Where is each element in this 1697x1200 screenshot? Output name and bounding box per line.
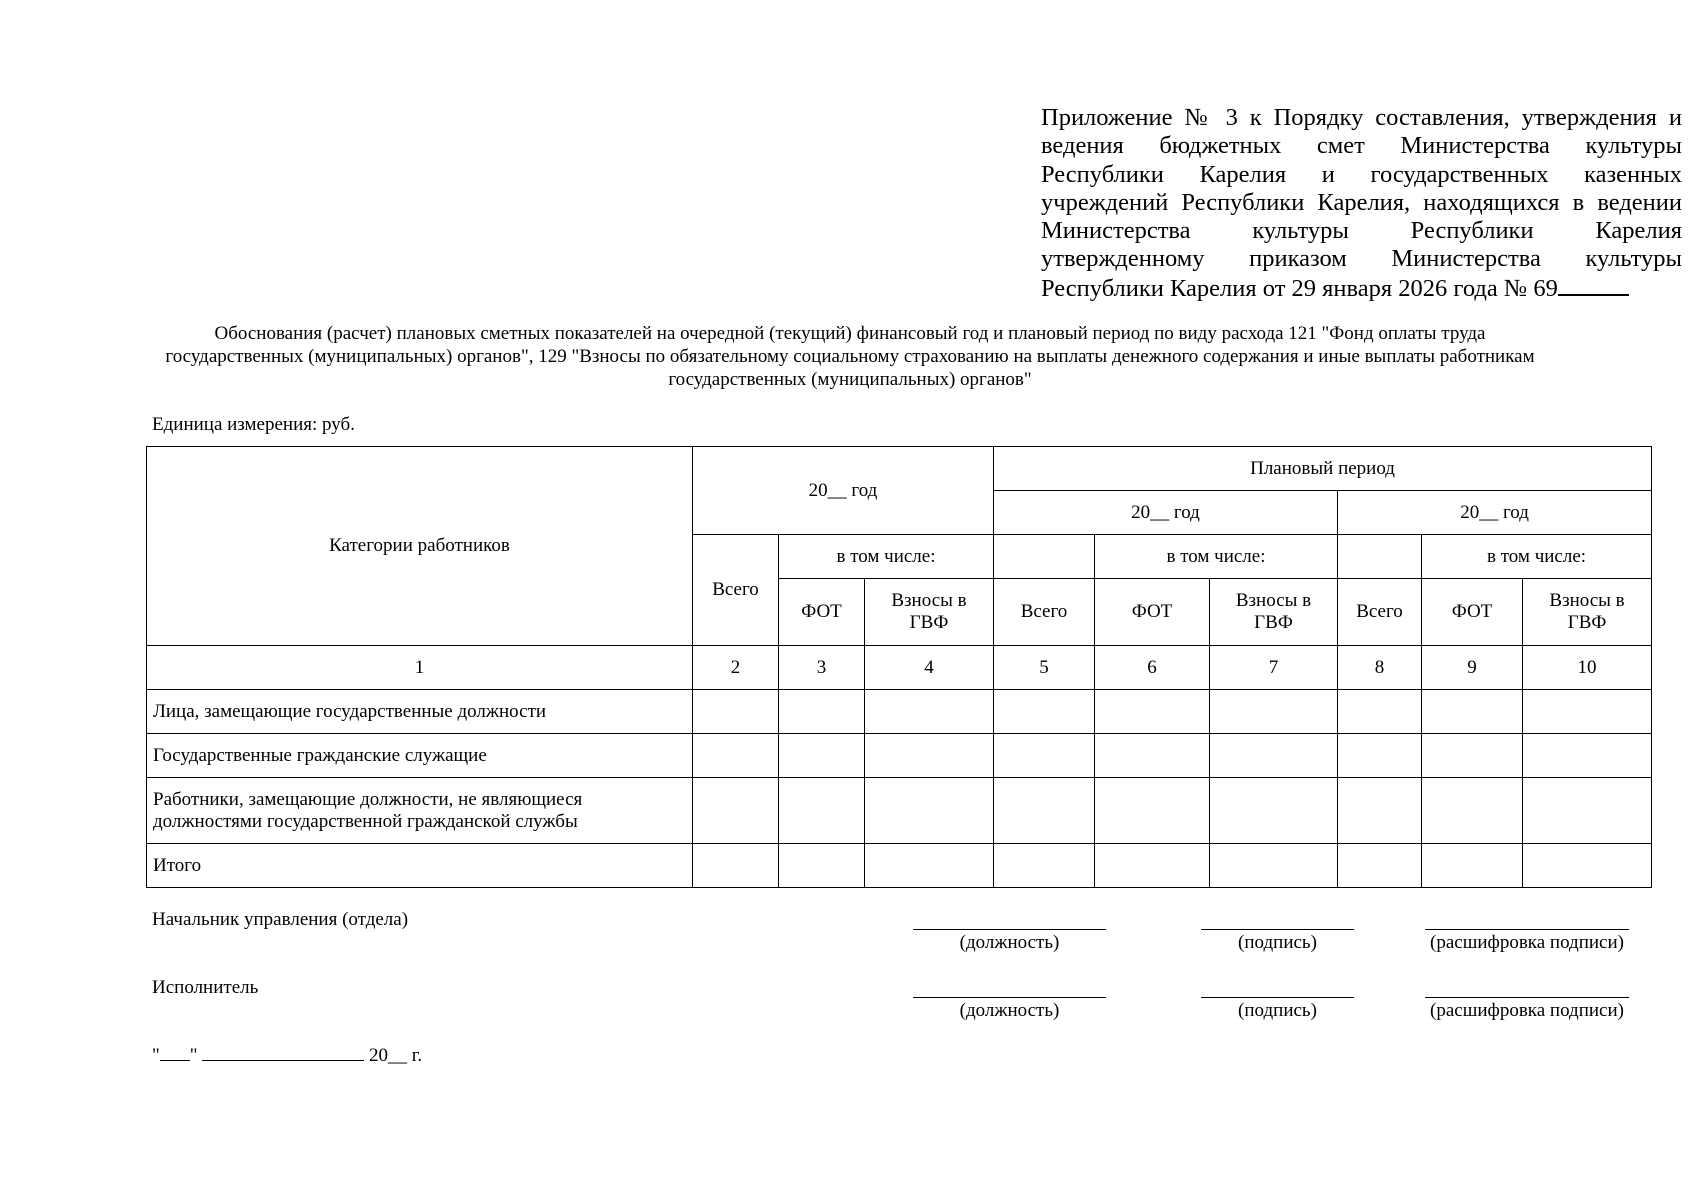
table-cell[interactable] [1422, 690, 1523, 734]
including-header-current: в том числе: [779, 535, 994, 579]
head-decode-caption: (расшифровка подписи) [1430, 932, 1624, 953]
column-number: 7 [1210, 646, 1338, 690]
head-signature-caption: (подпись) [1238, 932, 1317, 953]
table-cell[interactable] [1095, 778, 1210, 844]
contrib-header-current: Взносы в ГВФ [865, 579, 994, 646]
row-category-label: Итого [147, 844, 693, 888]
executor-decode-line[interactable] [1425, 997, 1629, 998]
table-cell[interactable] [1422, 734, 1523, 778]
column-numbers-row [147, 646, 1652, 690]
executor-label: Исполнитель [152, 977, 259, 998]
total-header-current: Всего [693, 535, 779, 646]
table-cell[interactable] [1095, 690, 1210, 734]
table-cell[interactable] [1523, 734, 1652, 778]
table-cell[interactable] [1210, 844, 1338, 888]
date-year: 20__ г. [369, 1045, 423, 1066]
table-cell[interactable] [1095, 734, 1210, 778]
table-row [147, 734, 1652, 778]
head-of-department-label: Начальник управления (отдела) [152, 909, 409, 930]
table-cell[interactable] [1523, 844, 1652, 888]
column-number: 1 [147, 646, 693, 690]
current-year-header: 20__ год [693, 447, 994, 535]
column-number: 9 [1422, 646, 1523, 690]
executor-signature-caption: (подпись) [1238, 1000, 1317, 1021]
executor-decode-caption: (расшифровка подписи) [1430, 1000, 1624, 1021]
contrib-header-plan2: Взносы в ГВФ [1523, 579, 1652, 646]
appendix-text: Приложение № 3 к Порядку составления, утверждения и ведения бюджетных смет Министерства культуры Республики Карелия и государственных казенных учреждений Республики Карелия, находящихся в ведении Министерства культуры Республики Карелия утвержденному приказом Министерства культуры Республики Карелия от 29 января 2026 года № 69 [1041, 104, 1682, 302]
total-header-plan1: Всего [994, 579, 1095, 646]
table-cell[interactable] [693, 778, 779, 844]
table-cell[interactable] [994, 734, 1095, 778]
table-cell[interactable] [1338, 778, 1422, 844]
head-position-line[interactable] [913, 929, 1106, 930]
header-row-1 [147, 447, 1652, 491]
table-cell[interactable] [1523, 690, 1652, 734]
total-blank-plan2 [1338, 535, 1422, 579]
table-cell[interactable] [779, 734, 865, 778]
table-cell[interactable] [1210, 778, 1338, 844]
executor-position-line[interactable] [913, 997, 1106, 998]
fot-header-current: ФОТ [779, 579, 865, 646]
table-cell[interactable] [865, 690, 994, 734]
column-number: 10 [1523, 646, 1652, 690]
table-cell[interactable] [865, 734, 994, 778]
table-cell[interactable] [1422, 778, 1523, 844]
table-cell[interactable] [994, 844, 1095, 888]
table-cell[interactable] [1422, 844, 1523, 888]
table-cell[interactable] [1338, 734, 1422, 778]
table-cell[interactable] [1338, 690, 1422, 734]
table-cell[interactable] [779, 844, 865, 888]
column-number: 4 [865, 646, 994, 690]
table-cell[interactable] [1338, 844, 1422, 888]
contrib-header-plan1: Взносы в ГВФ [1210, 579, 1338, 646]
table-cell[interactable] [693, 690, 779, 734]
date-month-blank[interactable] [202, 1045, 364, 1061]
order-number-blank [1558, 274, 1629, 296]
head-signature-line[interactable] [1201, 929, 1354, 930]
table-cell[interactable] [779, 690, 865, 734]
table-cell[interactable] [1210, 734, 1338, 778]
including-header-plan1: в том числе: [1095, 535, 1338, 579]
total-blank-plan1 [994, 535, 1095, 579]
table-cell[interactable] [994, 690, 1095, 734]
document-title [150, 322, 1550, 391]
date-day-blank[interactable] [160, 1045, 190, 1061]
table-row [147, 778, 1652, 844]
column-number: 5 [994, 646, 1095, 690]
table-cell[interactable] [1523, 778, 1652, 844]
table-cell[interactable] [1095, 844, 1210, 888]
total-header-plan2: Всего [1338, 579, 1422, 646]
column-number: 8 [1338, 646, 1422, 690]
fot-header-plan2: ФОТ [1422, 579, 1523, 646]
column-number: 3 [779, 646, 865, 690]
title-line-2: государственных (муниципальных) органов", 129 "Взносы по обязательному социальному страхованию на выплаты денежного содержания и иные выплаты работникам [165, 346, 1535, 367]
executor-position-caption: (должность) [959, 1000, 1060, 1021]
date-line [152, 1045, 422, 1067]
table-row [147, 690, 1652, 734]
column-number: 2 [693, 646, 779, 690]
head-decode-line[interactable] [1425, 929, 1629, 930]
table-cell[interactable] [693, 844, 779, 888]
column-number: 6 [1095, 646, 1210, 690]
table-cell[interactable] [693, 734, 779, 778]
table-cell[interactable] [779, 778, 865, 844]
head-position-caption: (должность) [959, 932, 1060, 953]
including-header-plan2: в том числе: [1422, 535, 1652, 579]
row-category-label: Лица, замещающие государственные должности [147, 690, 693, 734]
title-line-1: Обоснования (расчет) плановых сметных показателей на очередной (текущий) финансовый год и плановый период по виду расхода 121 "Фонд оплаты труда [214, 323, 1486, 344]
table-row [147, 844, 1652, 888]
table-cell[interactable] [865, 778, 994, 844]
title-line-3: государственных (муниципальных) органов" [668, 369, 1032, 390]
date-quote-close: " [189, 1045, 198, 1066]
table-cell[interactable] [865, 844, 994, 888]
planned-period-header: Плановый период [994, 447, 1652, 491]
unit-of-measure: Единица измерения: руб. [152, 414, 355, 435]
plan-year-1-header: 20__ год [994, 491, 1338, 535]
table-cell[interactable] [1210, 690, 1338, 734]
row-category-label: Работники, замещающие должности, не являющиеся должностями государственной гражданской службы [147, 778, 693, 844]
date-quote-open: " [152, 1045, 160, 1066]
calculation-table [146, 446, 1652, 888]
row-category-label: Государственные гражданские служащие [147, 734, 693, 778]
table-cell[interactable] [994, 778, 1095, 844]
plan-year-2-header: 20__ год [1338, 491, 1652, 535]
fot-header-plan1: ФОТ [1095, 579, 1210, 646]
categories-header: Категории работников [147, 447, 693, 646]
executor-signature-line[interactable] [1201, 997, 1354, 998]
appendix-header [1041, 104, 1682, 303]
